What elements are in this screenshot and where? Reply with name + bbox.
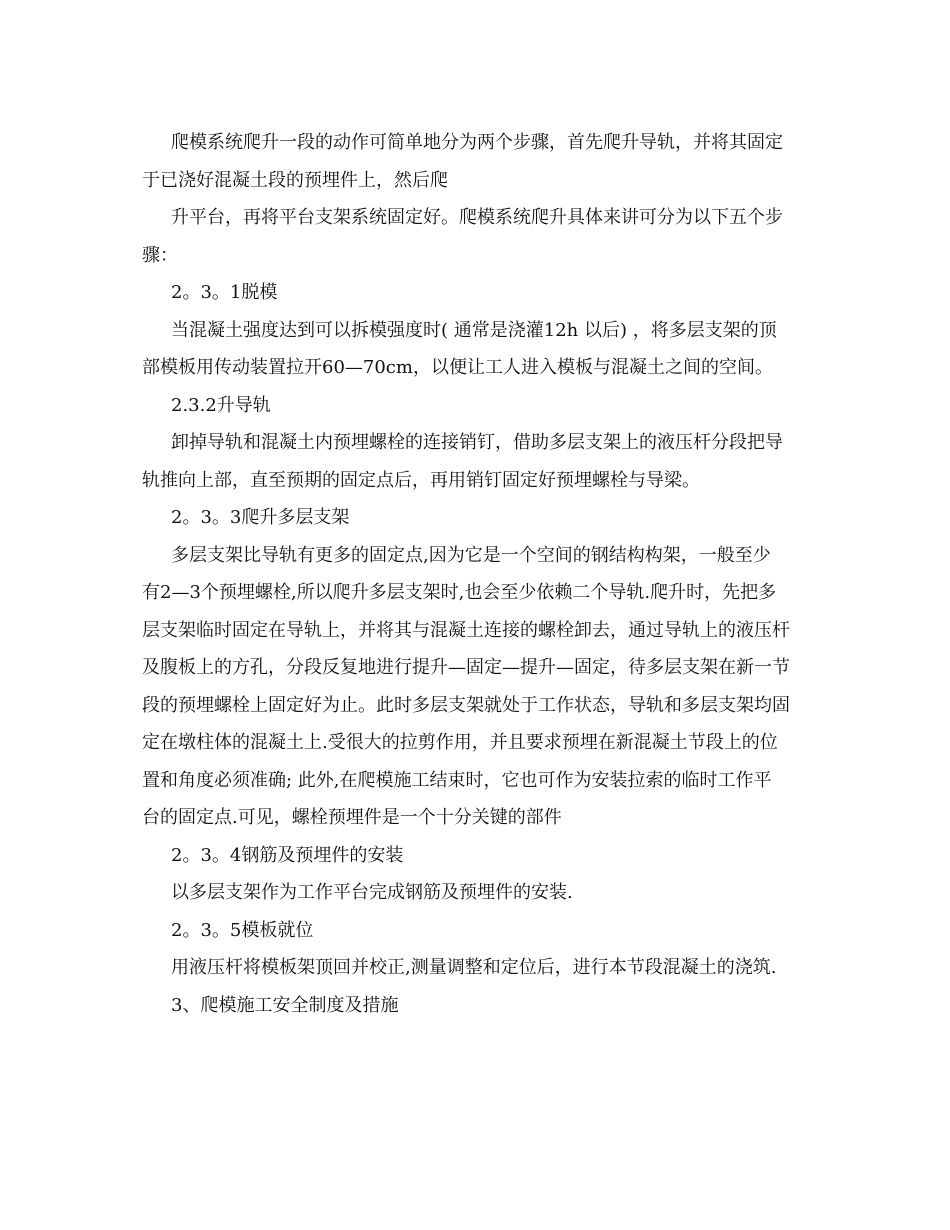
paragraph-line: 升平台，再将平台支架系统固定好。爬模系统爬升具体来讲可分为以下五个步 (171, 207, 783, 228)
section-heading: 2。3。4钢筋及预埋件的安装 (171, 844, 404, 866)
paragraph-line: 以多层支架作为工作平台完成钢筋及预埋件的安装. (171, 882, 573, 903)
paragraph-line: 段的预埋螺栓上固定好为止。此时多层支架就处于工作状态，导轨和多层支架均固 (142, 694, 790, 716)
section-heading: 2。3。3爬升多层支架 (171, 507, 350, 528)
paragraph-line: 层支架临时固定在导轨上，并将其与混凝土连接的螺栓卸去，通过导轨上的液压杆 (142, 619, 790, 641)
paragraph-line: 及腹板上的方孔，分段反复地进行提升—固定—提升—固定，待多层支架在新一节 (142, 657, 790, 678)
section-heading: 2。3。1脱模 (171, 282, 278, 303)
paragraph-line: 定在墩柱体的混凝土上.受很大的拉剪作用，并且要求预埋在新混凝土节段上的位 (142, 732, 778, 753)
chapter-heading: 3、爬模施工安全制度及措施 (171, 994, 399, 1016)
paragraph-line: 于已浇好混凝土段的预埋件上，然后爬 (142, 169, 448, 191)
paragraph-line: 骤： (142, 244, 178, 266)
section-heading: 2.3.2升导轨 (171, 394, 271, 416)
paragraph-line: 轨推向上部，直至预期的固定点后，再用销钉固定好预埋螺栓与导梁。 (142, 469, 700, 491)
paragraph-line: 爬模系统爬升一段的动作可简单地分为两个步骤，首先爬升导轨，并将其固定 (171, 132, 783, 153)
paragraph-line: 当混凝土强度达到可以拆模强度时( 通常是浇灌12h 以后) ，将多层支架的顶 (171, 319, 777, 341)
paragraph-line: 用液压杆将模板架顶回并校正,测量调整和定位后，进行本节段混凝土的浇筑. (171, 957, 777, 978)
paragraph-line: 置和角度必须准确; 此外,在爬模施工结束时，它也可作为安装拉索的临时工作平 (142, 769, 772, 791)
paragraph-line: 有2—3个预埋螺栓,所以爬升多层支架时,也会至少依赖二个导轨.爬升时，先把多 (142, 582, 777, 603)
paragraph-line: 台的固定点.可见，螺栓预埋件是一个十分关键的部件 (142, 807, 562, 828)
section-heading: 2。3。5模板就位 (171, 919, 314, 941)
paragraph-line: 卸掉导轨和混凝土内预埋螺栓的连接销钉，借助多层支架上的液压杆分段把导 (171, 432, 783, 453)
paragraph-line: 部模板用传动装置拉开60—70cm，以便让工人进入模板与混凝土之间的空间。 (142, 357, 773, 378)
paragraph-line: 多层支架比导轨有更多的固定点,因为它是一个空间的钢结构构架，一般至少 (171, 544, 771, 566)
document-body (142, 124, 812, 1024)
